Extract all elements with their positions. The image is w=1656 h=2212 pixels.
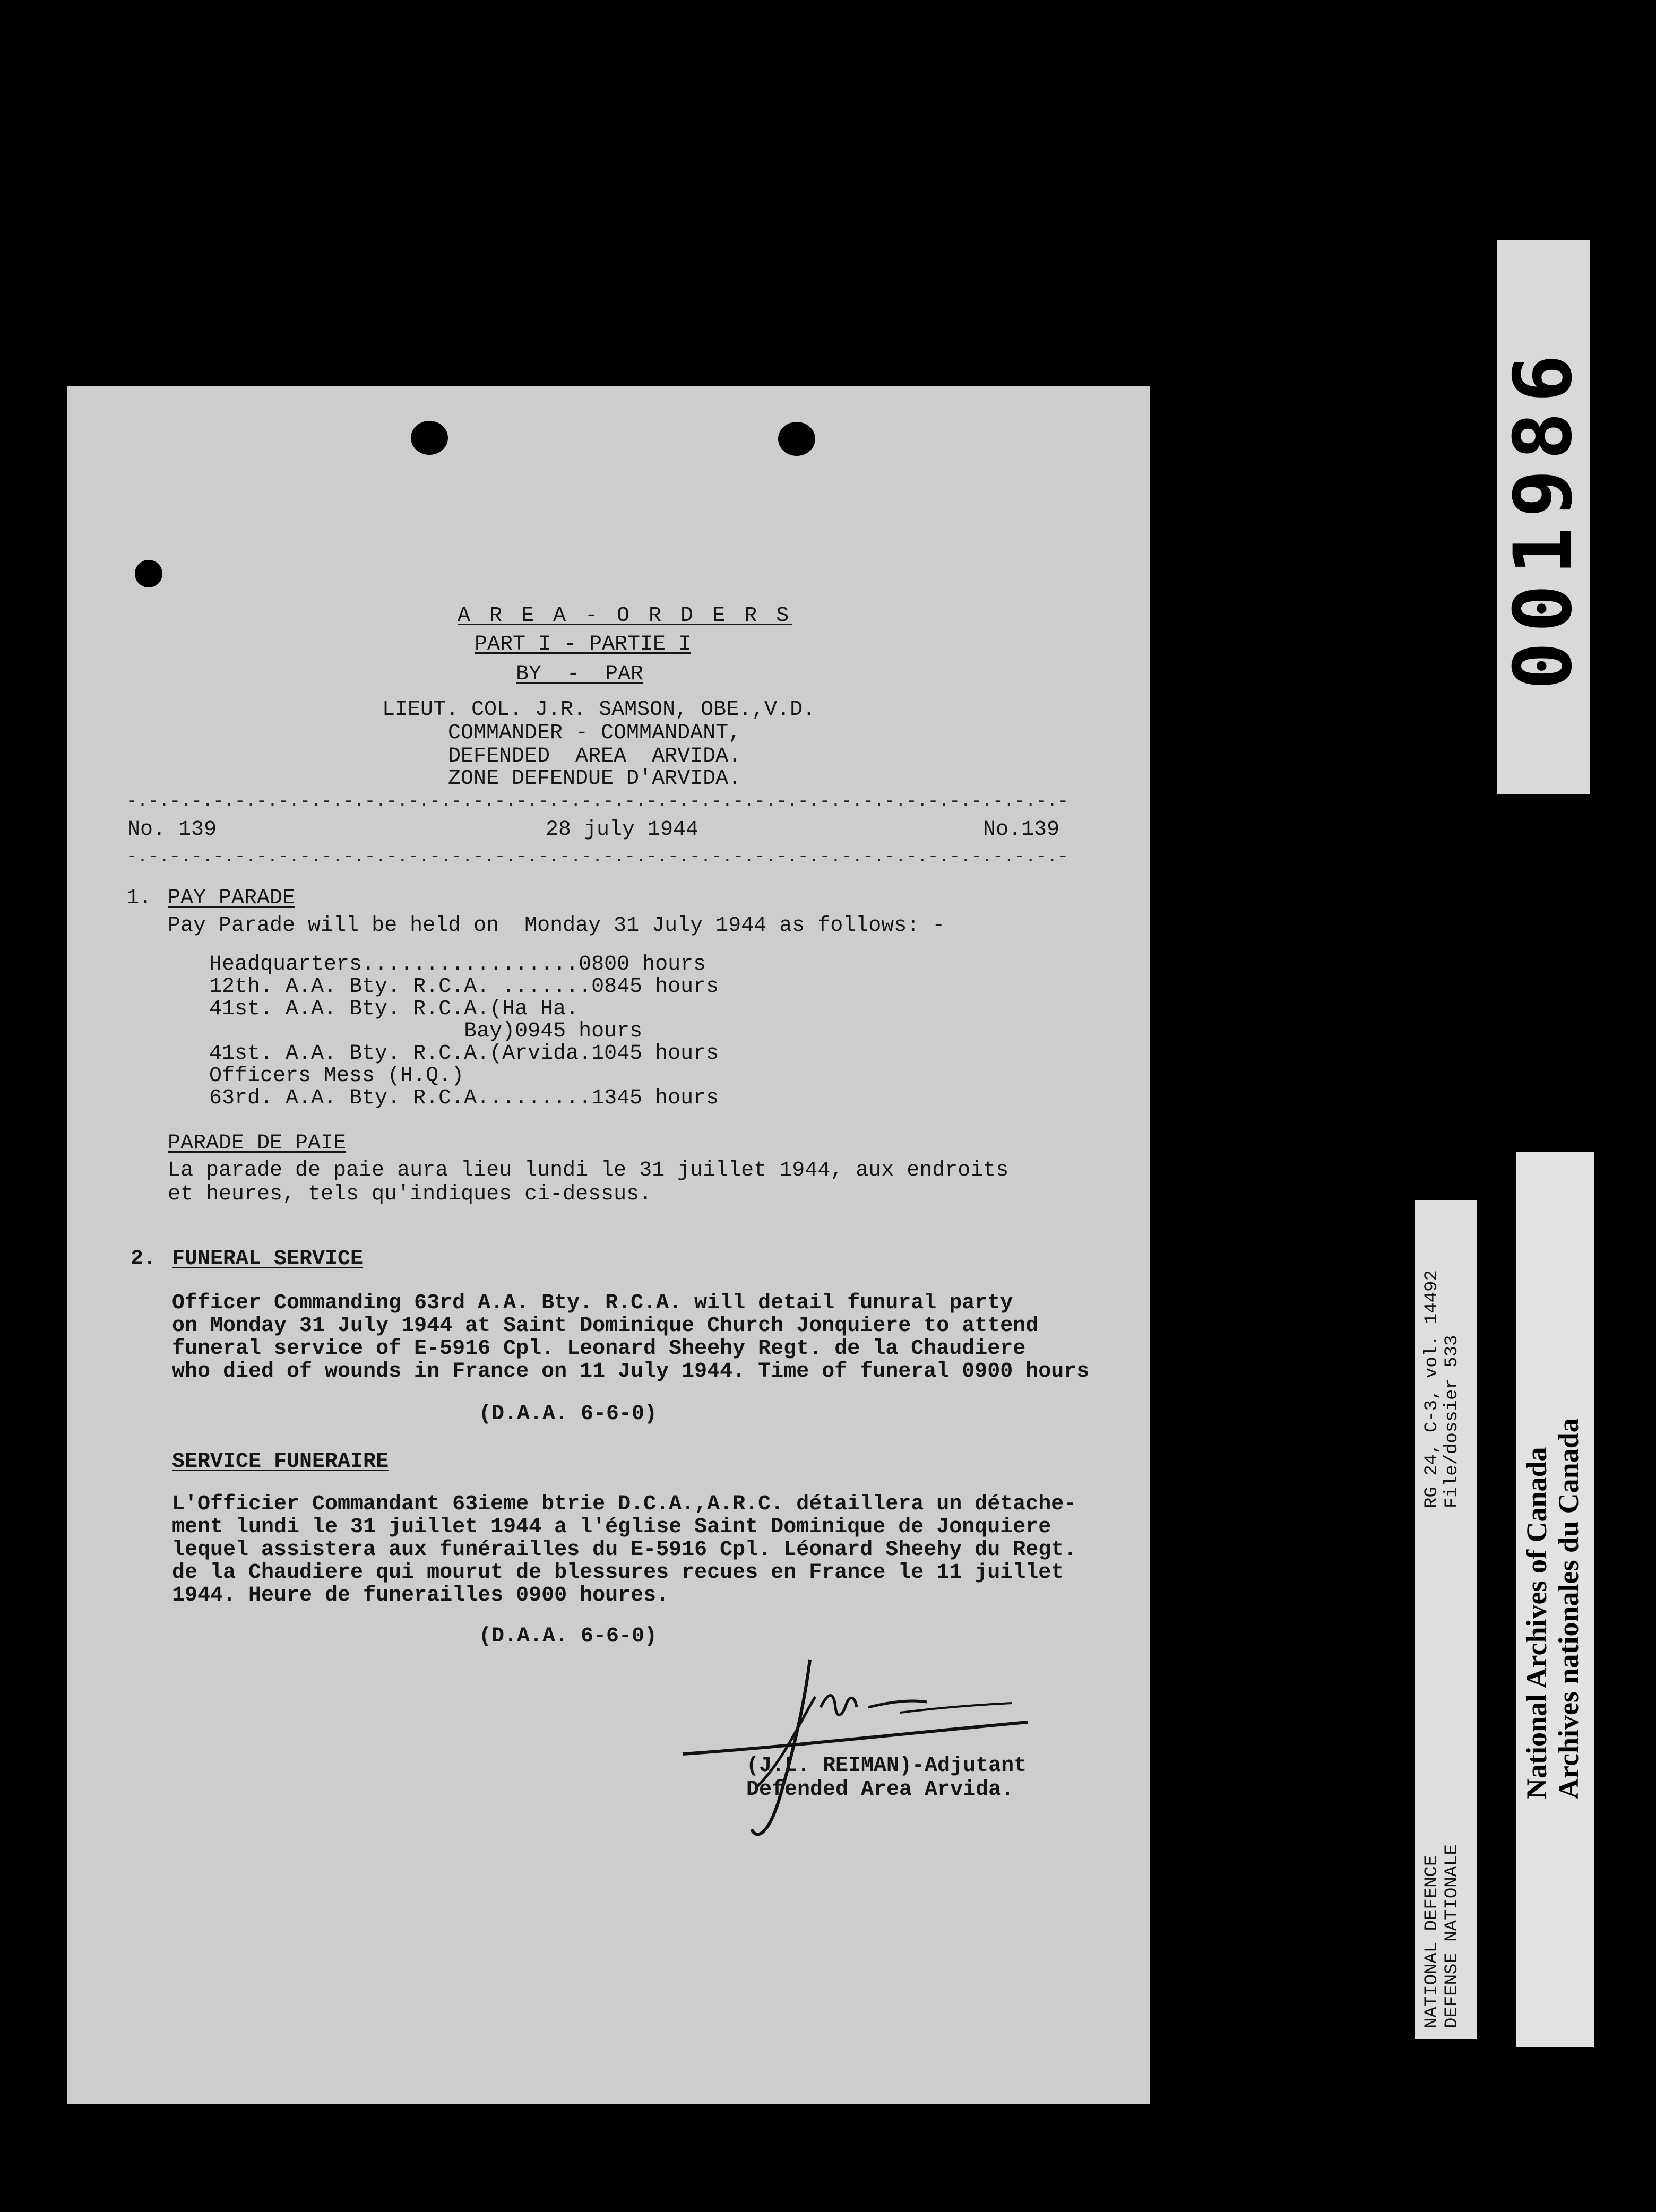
order-date: 28 july 1944 bbox=[546, 818, 699, 842]
punch-hole bbox=[411, 421, 448, 455]
document-page bbox=[67, 386, 1150, 2104]
file-reference: (D.A.A. 6-6-0) bbox=[479, 1402, 658, 1426]
section-heading-fr: SERVICE FUNERAIRE bbox=[172, 1450, 389, 1474]
handwritten-signature bbox=[677, 1628, 1102, 1851]
archive-name-en: National Archives of Canada bbox=[1521, 1447, 1552, 1799]
document-by: BY - PAR bbox=[516, 662, 644, 686]
signatory-name: (J.L. REIMAN)-Adjutant bbox=[746, 1754, 1027, 1778]
section-text: Pay Parade will be held on Monday 31 July 1944 as follows: - bbox=[168, 914, 945, 938]
section-text: on Monday 31 July 1944 at Saint Dominique Church Jonquiere to attend bbox=[172, 1314, 1039, 1338]
schedule-line: 12th. A.A. Bty. R.C.A. .......0845 hours bbox=[209, 975, 719, 999]
separator-line: -.-.-.-.-.-.-.-.-.-.-.-.-.-.-.-.-.-.-.-.-.-.-.-.-.-.-.-.-.-.-.-.-.-.-.-.-.-.-.-.-.-.-.- bbox=[126, 847, 1069, 867]
signatory-title: Defended Area Arvida. bbox=[746, 1778, 1014, 1802]
schedule-line: 41st. A.A. Bty. R.C.A.(Ha Ha. bbox=[209, 997, 579, 1021]
schedule-line: 41st. A.A. Bty. R.C.A.(Arvida.1045 hours bbox=[209, 1042, 719, 1066]
reference-line: RG 24, C-3, vol. 14492 bbox=[1422, 1270, 1442, 1508]
file-reference: (D.A.A. 6-6-0) bbox=[479, 1625, 658, 1648]
section-heading: PAY PARADE bbox=[168, 886, 296, 910]
issuing-officer: LIEUT. COL. J.R. SAMSON, OBE.,V.D. bbox=[382, 698, 816, 722]
schedule-line: 63rd. A.A. Bty. R.C.A.........1345 hours bbox=[209, 1086, 719, 1110]
archive-label-strip bbox=[1516, 1152, 1594, 2047]
section-text-fr: ment lundi le 31 juillet 1944 a l'église Saint Dominique de Jonquiere bbox=[172, 1515, 1051, 1539]
schedule-line: Headquarters.................0800 hours bbox=[209, 953, 706, 977]
section-text: Officer Commanding 63rd A.A. Bty. R.C.A. will detail funural party bbox=[172, 1291, 1013, 1315]
section-text-fr: L'Officier Commandant 63ieme btrie D.C.A.,A.R.C. détaillera un détache- bbox=[172, 1492, 1077, 1516]
section-heading: FUNERAL SERVICE bbox=[172, 1247, 364, 1271]
frame-number-strip bbox=[1497, 240, 1590, 794]
section-text: funeral service of E-5916 Cpl. Leonard Sheehy Regt. de la Chaudiere bbox=[172, 1337, 1026, 1361]
section-heading-fr: PARADE DE PAIE bbox=[168, 1131, 347, 1155]
section-text-fr: 1944. Heure de funerailles 0900 houres. bbox=[172, 1584, 669, 1608]
section-text-fr: lequel assistera aux funérailles du E-5916 Cpl. Léonard Sheehy du Regt. bbox=[172, 1538, 1077, 1562]
section-number: 1. bbox=[126, 886, 152, 910]
schedule-line: Bay)0945 hours bbox=[209, 1019, 643, 1043]
punch-hole bbox=[135, 560, 162, 587]
reference-line: File/dossier 533 bbox=[1442, 1335, 1462, 1508]
section-number: 2. bbox=[131, 1247, 157, 1271]
section-text-fr: La parade de paie aura lieu lundi le 31 juillet 1944, aux endroits bbox=[168, 1159, 1009, 1182]
area-name-en: DEFENDED AREA ARVIDA. bbox=[448, 745, 741, 768]
frame-number: 001986 bbox=[1497, 344, 1590, 690]
order-number-right: No.139 bbox=[983, 818, 1060, 842]
schedule-line: Officers Mess (H.Q.) bbox=[209, 1064, 464, 1088]
archive-name-fr: Archives nationales du Canada bbox=[1552, 1418, 1584, 1799]
punch-hole bbox=[778, 422, 815, 456]
section-text-fr: de la Chaudiere qui mourut de blessures recues en France le 11 juillet bbox=[172, 1561, 1064, 1585]
document-title: A R E A - O R D E R S bbox=[458, 604, 792, 628]
reference-strip bbox=[1415, 1200, 1477, 2039]
area-name-fr: ZONE DEFENDUE D'ARVIDA. bbox=[448, 767, 741, 791]
section-text: who died of wounds in France on 11 July 1944. Time of funeral 0900 hours bbox=[172, 1360, 1090, 1384]
order-number-left: No. 139 bbox=[127, 818, 217, 842]
separator-line: -.-.-.-.-.-.-.-.-.-.-.-.-.-.-.-.-.-.-.-.-.-.-.-.-.-.-.-.-.-.-.-.-.-.-.-.-.-.-.-.-.-.-.- bbox=[126, 792, 1069, 812]
section-text-fr: et heures, tels qu'indiques ci-dessus. bbox=[168, 1182, 652, 1206]
commander-title: COMMANDER - COMMANDANT, bbox=[448, 721, 741, 745]
document-part: PART I - PARTIE I bbox=[475, 633, 692, 656]
department-line: DEFENSE NATIONALE bbox=[1442, 1844, 1462, 2028]
department-line: NATIONAL DEFENCE bbox=[1422, 1855, 1442, 2028]
